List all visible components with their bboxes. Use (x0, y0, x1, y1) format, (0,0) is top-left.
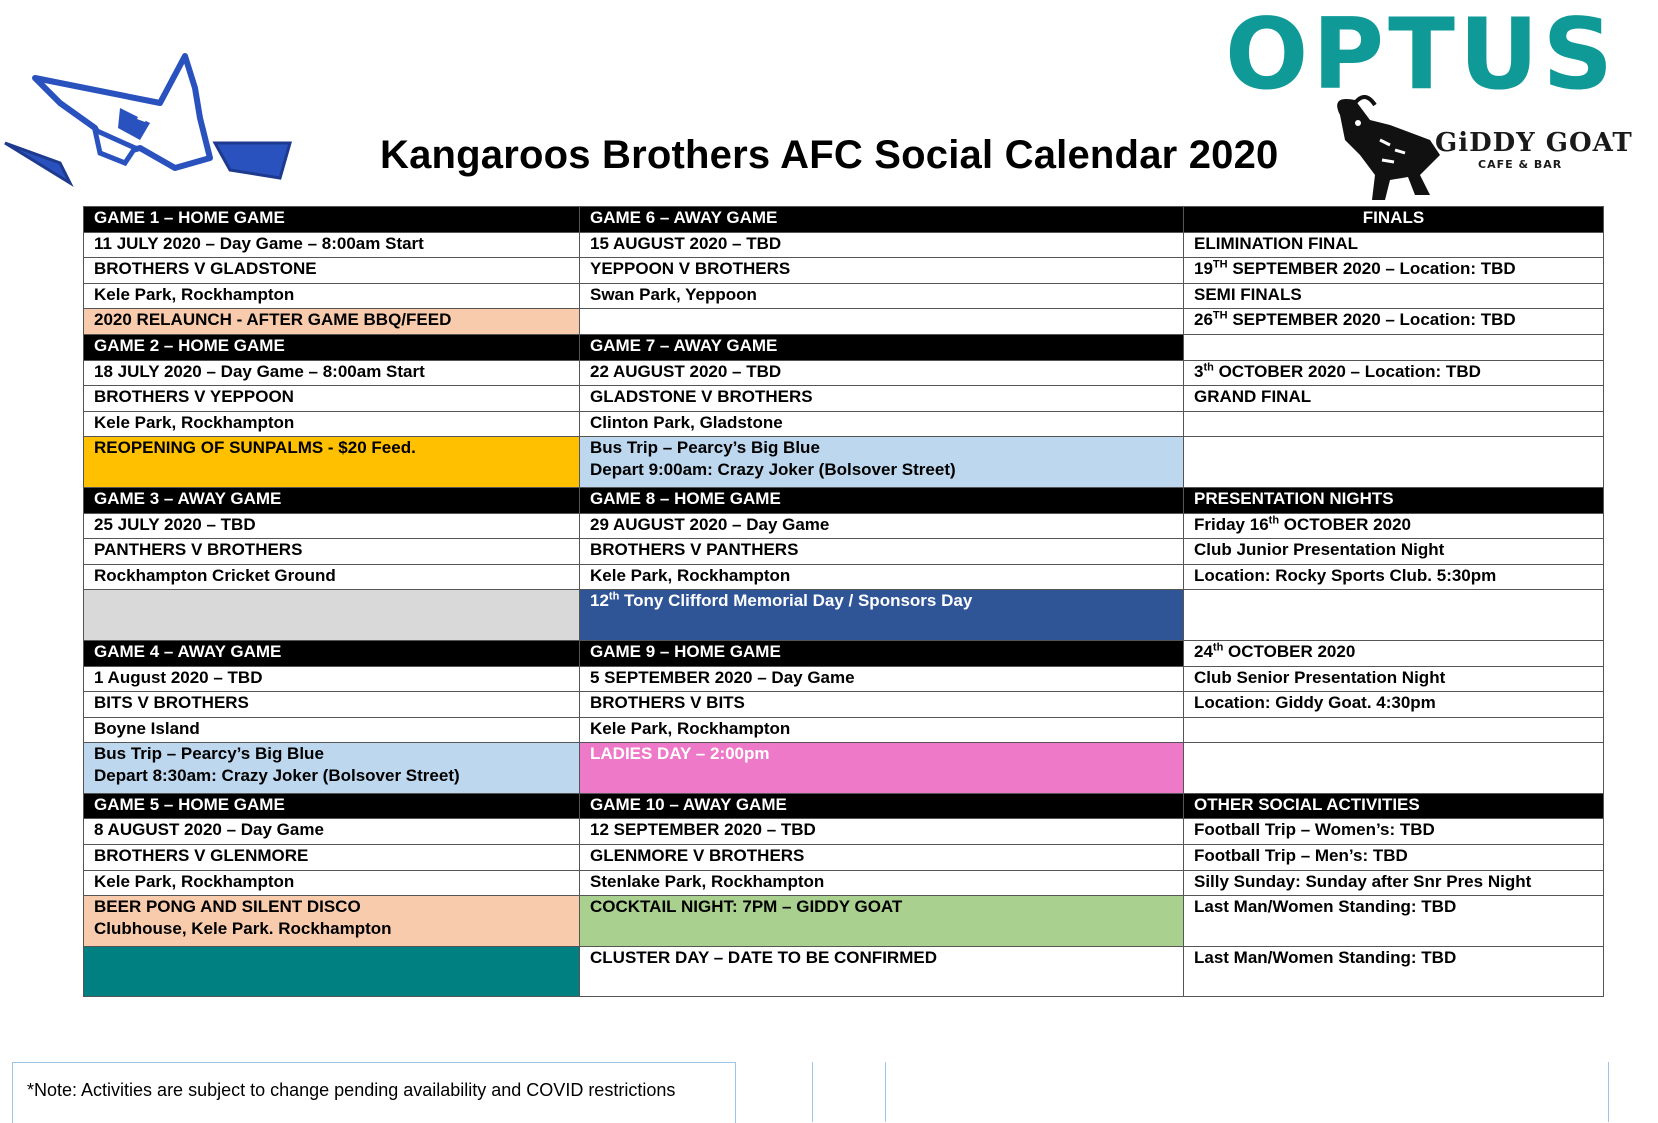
event-line: Bus Trip – Pearcy’s Big Blue (590, 438, 820, 458)
table-row (84, 437, 1604, 488)
table-cell (1184, 360, 1604, 386)
table-cell: Last Man/Women Standing: TBD (1184, 896, 1604, 947)
date-day: 12 (590, 591, 609, 611)
table-row (84, 513, 1604, 539)
event-cell (580, 590, 1184, 641)
event-cell (84, 896, 580, 947)
table-cell: Kele Park, Rockhampton (84, 283, 580, 309)
table-cell: Boyne Island (84, 717, 580, 743)
table-row (84, 232, 1604, 258)
table-row (84, 334, 1604, 360)
footer-box (885, 1062, 1609, 1122)
table-row (84, 717, 1604, 743)
table-cell: 11 JULY 2020 – Day Game – 8:00am Start (84, 232, 580, 258)
section-header: OTHER SOCIAL ACTIVITIES (1184, 793, 1604, 819)
section-header: GAME 1 – HOME GAME (84, 207, 580, 233)
page-title: Kangaroos Brothers AFC Social Calendar 2020 (380, 133, 1279, 177)
table-cell: YEPPOON V BROTHERS (580, 258, 1184, 284)
event-line: Bus Trip – Pearcy’s Big Blue (94, 744, 324, 764)
section-header: GAME 4 – AWAY GAME (84, 640, 580, 666)
event-line: Clubhouse, Kele Park. Rockhampton (94, 919, 392, 939)
date-ordinal: TH (1212, 309, 1228, 322)
table-cell (1184, 437, 1604, 488)
date-rest: SEPTEMBER 2020 – Location: TBD (1227, 259, 1516, 279)
table-cell: Kele Park, Rockhampton (84, 411, 580, 437)
date-day: 3 (1194, 361, 1204, 381)
table-row (84, 386, 1604, 412)
event-cell: REOPENING OF SUNPALMS - $20 Feed. (84, 437, 580, 488)
table-row (84, 283, 1604, 309)
date-rest: SEPTEMBER 2020 – Location: TBD (1227, 310, 1516, 330)
event-line: Depart 8:30am: Crazy Joker (Bolsover Street) (94, 766, 460, 786)
table-cell: Stenlake Park, Rockhampton (580, 870, 1184, 896)
table-cell: SEMI FINALS (1184, 283, 1604, 309)
optus-logo: OPTUS (1225, 0, 1618, 112)
table-cell: BROTHERS V GLADSTONE (84, 258, 580, 284)
table-row (84, 845, 1604, 871)
event-cell: LADIES DAY – 2:00pm (580, 743, 1184, 794)
table-cell (1184, 309, 1604, 335)
date-ordinal: th (608, 590, 620, 603)
table-cell (1184, 640, 1604, 666)
section-header: PRESENTATION NIGHTS (1184, 487, 1604, 513)
table-cell: Football Trip – Men’s: TBD (1184, 845, 1604, 871)
table-row (84, 258, 1604, 284)
table-cell: Club Senior Presentation Night (1184, 666, 1604, 692)
section-header: GAME 10 – AWAY GAME (580, 793, 1184, 819)
table-row (84, 640, 1604, 666)
table-cell: 29 AUGUST 2020 – Day Game (580, 513, 1184, 539)
date-ordinal: TH (1212, 258, 1228, 271)
section-header: GAME 6 – AWAY GAME (580, 207, 1184, 233)
date-ordinal: th (1203, 360, 1214, 373)
table-cell: Last Man/Women Standing: TBD (1184, 946, 1604, 997)
table-row (84, 896, 1604, 947)
table-cell: 15 AUGUST 2020 – TBD (580, 232, 1184, 258)
table-cell: Silly Sunday: Sunday after Snr Pres Night (1184, 870, 1604, 896)
date-rest: OCTOBER 2020 (1223, 641, 1356, 661)
table-cell: BROTHERS V PANTHERS (580, 539, 1184, 565)
table-cell (1184, 334, 1604, 360)
table-cell: 1 August 2020 – TBD (84, 666, 580, 692)
table-row (84, 309, 1604, 335)
table-row (84, 666, 1604, 692)
table-cell (1184, 590, 1604, 641)
table-cell: 8 AUGUST 2020 – Day Game (84, 819, 580, 845)
table-cell: Rockhampton Cricket Ground (84, 564, 580, 590)
table-row (84, 360, 1604, 386)
table-cell (1184, 411, 1604, 437)
date-ordinal: th (1268, 513, 1280, 526)
table-cell: BROTHERS V GLENMORE (84, 845, 580, 871)
section-header: GAME 5 – HOME GAME (84, 793, 580, 819)
date-day: 19 (1194, 259, 1213, 279)
table-row (84, 411, 1604, 437)
table-row (84, 590, 1604, 641)
date-day: Friday 16 (1194, 514, 1269, 534)
section-header: GAME 9 – HOME GAME (580, 640, 1184, 666)
event-line: Depart 9:00am: Crazy Joker (Bolsover Street) (590, 460, 956, 480)
date-rest: OCTOBER 2020 – Location: TBD (1213, 361, 1481, 381)
event-cell (84, 946, 580, 997)
table-row (84, 793, 1604, 819)
giddy-goat-wordmark: GiDDY GOAT (1435, 128, 1633, 158)
table-cell: GLADSTONE V BROTHERS (580, 386, 1184, 412)
table-cell: CLUSTER DAY – DATE TO BE CONFIRMED (580, 946, 1184, 997)
date-rest: OCTOBER 2020 (1279, 514, 1412, 534)
kangaroos-club-logo (0, 48, 300, 188)
table-cell: BROTHERS V YEPPOON (84, 386, 580, 412)
date-day: 24 (1194, 641, 1213, 661)
table-row (84, 564, 1604, 590)
table-cell: 12 SEPTEMBER 2020 – TBD (580, 819, 1184, 845)
table-row (84, 539, 1604, 565)
table-cell: BITS V BROTHERS (84, 692, 580, 718)
table-row (84, 487, 1604, 513)
table-cell (1184, 717, 1604, 743)
table-cell: Location: Rocky Sports Club. 5:30pm (1184, 564, 1604, 590)
table-cell: Kele Park, Rockhampton (580, 564, 1184, 590)
event-cell (84, 743, 580, 794)
table-cell: 25 JULY 2020 – TBD (84, 513, 580, 539)
section-header: GAME 7 – AWAY GAME (580, 334, 1184, 360)
table-row (84, 819, 1604, 845)
event-cell: 2020 RELAUNCH - AFTER GAME BBQ/FEED (84, 309, 580, 335)
table-row (84, 946, 1604, 997)
section-header: GAME 8 – HOME GAME (580, 487, 1184, 513)
table-cell: 22 AUGUST 2020 – TBD (580, 360, 1184, 386)
table-row (84, 743, 1604, 794)
giddy-goat-subtitle: CAFE & BAR (1478, 158, 1563, 171)
table-cell: Kele Park, Rockhampton (84, 870, 580, 896)
table-cell: Swan Park, Yeppoon (580, 283, 1184, 309)
table-cell: Location: Giddy Goat. 4:30pm (1184, 692, 1604, 718)
social-calendar-table (83, 206, 1604, 997)
event-cell (84, 590, 580, 641)
table-cell (1184, 513, 1604, 539)
table-row (84, 870, 1604, 896)
event-cell: COCKTAIL NIGHT: 7PM – GIDDY GOAT (580, 896, 1184, 947)
table-cell: PANTHERS V BROTHERS (84, 539, 580, 565)
section-header: FINALS (1184, 207, 1604, 233)
table-cell: Clinton Park, Gladstone (580, 411, 1184, 437)
footnote: *Note: Activities are subject to change pending availability and COVID restrictions (27, 1080, 676, 1100)
section-header: GAME 3 – AWAY GAME (84, 487, 580, 513)
section-header: GAME 2 – HOME GAME (84, 334, 580, 360)
table-cell (1184, 743, 1604, 794)
footer-divider (812, 1062, 813, 1122)
table-cell: GRAND FINAL (1184, 386, 1604, 412)
event-cell (580, 437, 1184, 488)
table-cell (1184, 258, 1604, 284)
table-cell: Kele Park, Rockhampton (580, 717, 1184, 743)
date-day: 26 (1194, 310, 1213, 330)
date-rest: Tony Clifford Memorial Day / Sponsors Day (619, 591, 973, 611)
table-row (84, 207, 1604, 233)
table-cell: Club Junior Presentation Night (1184, 539, 1604, 565)
event-line: BEER PONG AND SILENT DISCO (94, 897, 361, 917)
table-cell: ELIMINATION FINAL (1184, 232, 1604, 258)
table-cell: 5 SEPTEMBER 2020 – Day Game (580, 666, 1184, 692)
table-row (84, 692, 1604, 718)
date-ordinal: th (1212, 641, 1224, 654)
table-cell: GLENMORE V BROTHERS (580, 845, 1184, 871)
table-cell: BROTHERS V BITS (580, 692, 1184, 718)
table-cell: Football Trip – Women’s: TBD (1184, 819, 1604, 845)
table-cell (580, 309, 1184, 335)
table-cell: 18 JULY 2020 – Day Game – 8:00am Start (84, 360, 580, 386)
